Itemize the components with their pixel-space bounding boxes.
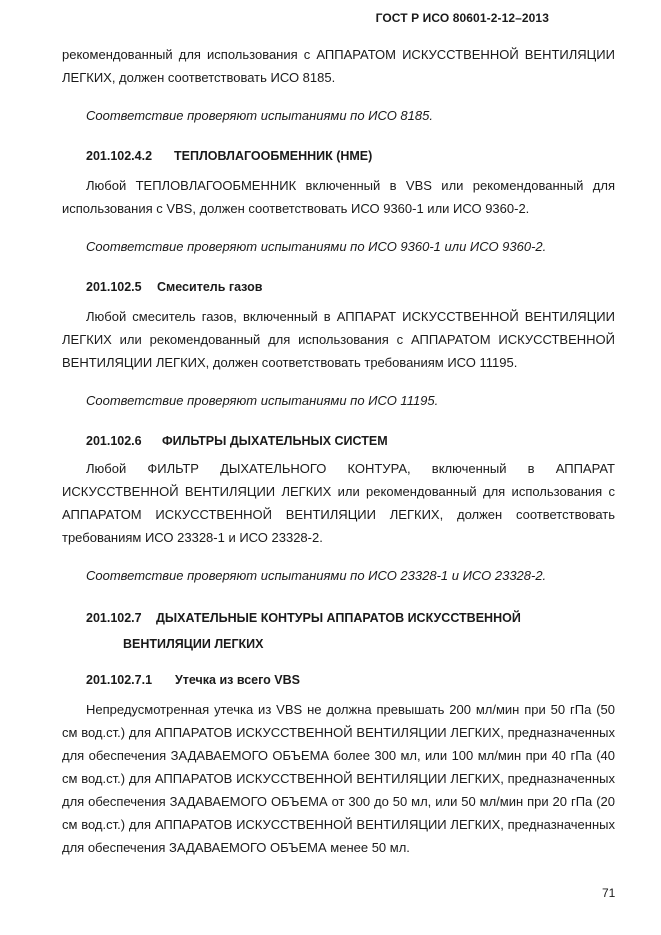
heading-number: 201.102.7.1	[86, 673, 153, 687]
heading-number: 201.102.5	[86, 280, 142, 294]
paragraph-filters: Любой ФИЛЬТР ДЫХАТЕЛЬНОГО КОНТУРА, включенный в АППАРАТ ИСКУССТВЕННОЙ ВЕНТИЛЯЦИИ ЛЕГКИХ или рекомендованный для использования с АППАРАТОМ ИСКУССТВЕННОЙ ВЕНТИЛЯЦИИ ЛЕГКИХ, должен соответствовать требованиям ИСО 23328-1 и ИСО 23328-2.	[62, 461, 615, 545]
heading-leakage	[62, 669, 615, 692]
heading-title: Утечка из всего VBS	[175, 673, 300, 687]
paragraph-continuation: рекомендованный для использования с АППАРАТОМ ИСКУССТВЕННОЙ ВЕНТИЛЯЦИИ ЛЕГКИХ, должен соответствовать ИСО 8185.	[62, 47, 615, 85]
document-body	[62, 43, 615, 859]
heading-filters	[62, 430, 615, 453]
heading-number: 201.102.6	[86, 434, 142, 448]
heading-title-line1: ДЫХАТЕЛЬНЫЕ КОНТУРЫ АППАРАТОВ ИСКУССТВЕННОЙ	[156, 611, 521, 625]
heading-number: 201.102.7	[86, 611, 142, 625]
heading-number: 201.102.4.2	[86, 149, 153, 163]
page-number: 71	[602, 886, 616, 900]
compliance-note-11195: Соответствие проверяют испытаниями по ИСО 11195.	[86, 393, 439, 408]
paragraph-gas-mixer: Любой смеситель газов, включенный в АППАРАТ ИСКУССТВЕННОЙ ВЕНТИЛЯЦИИ ЛЕГКИХ или рекомендованный для использования с АППАРАТОМ ИСКУССТВЕННОЙ ВЕНТИЛЯЦИИ ЛЕГКИХ, должен соответствовать требованиям ИСО 11195.	[62, 309, 615, 370]
document-header: ГОСТ Р ИСО 80601-2-12–2013	[375, 11, 549, 25]
paragraph-leakage: Непредусмотренная утечка из VBS не должна превышать 200 мл/мин при 50 гПа (50 см вод.ст.) для АППАРАТОВ ИСКУССТВЕННОЙ ВЕНТИЛЯЦИИ ЛЕГКИХ, предназначенных для обеспечения ЗАДАВАЕМОГО ОБЪЕМА более 300 мл, или 100 мл/мин при 40 гПа (40 см вод.ст.) для АППАРАТОВ ИСКУССТВЕННОЙ ВЕНТИЛЯЦИИ ЛЕГКИХ, предназначенных для обеспечения ЗАДАВАЕМОГО ОБЪЕМА от 300 до 50 мл, или 50 мл/мин при 20 гПа (20 см вод.ст.) для АППАРАТОВ ИСКУССТВЕННОЙ ВЕНТИЛЯЦИИ ЛЕГКИХ, предназначенных для обеспечения ЗАДАВАЕМОГО ОБЪЕМА менее 50 мл.	[62, 702, 615, 855]
paragraph-hme: Любой ТЕПЛОВЛАГООБМЕННИК включенный в VBS или рекомендованный для использования с VBS, должен соответствовать ИСО 9360-1 или ИСО 9360-2.	[62, 178, 615, 216]
heading-gas-mixer	[62, 276, 615, 299]
compliance-note-9360: Соответствие проверяют испытаниями по ИСО 9360-1 или ИСО 9360-2.	[86, 239, 547, 254]
compliance-note-8185: Соответствие проверяют испытаниями по ИСО 8185.	[86, 108, 433, 123]
heading-title-line2: ВЕНТИЛЯЦИИ ЛЕГКИХ	[123, 637, 264, 651]
heading-hme	[62, 145, 615, 168]
compliance-note-23328: Соответствие проверяют испытаниями по ИСО 23328-1 и ИСО 23328-2.	[86, 568, 547, 583]
heading-title: ТЕПЛОВЛАГООБМЕННИК (HME)	[174, 149, 373, 163]
heading-breathing-circuits	[62, 605, 615, 657]
heading-title: Смеситель газов	[157, 280, 263, 294]
heading-title: ФИЛЬТРЫ ДЫХАТЕЛЬНЫХ СИСТЕМ	[162, 434, 388, 448]
